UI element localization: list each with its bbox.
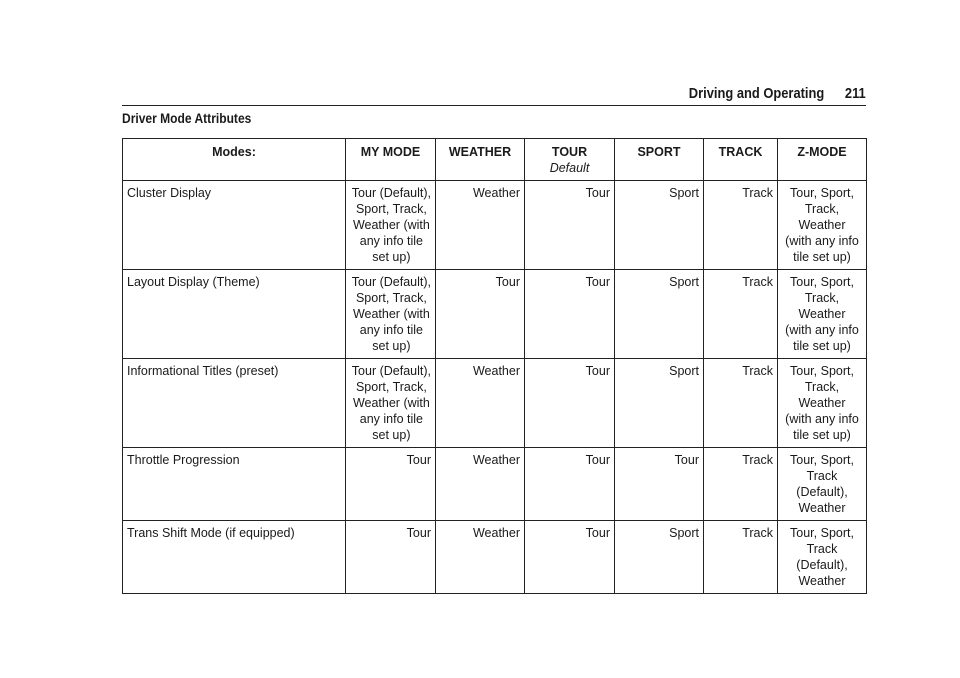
cell-z-mode: Tour, Sport, Track, Weather (with any info tile set up) xyxy=(778,270,867,359)
cell-weather: Weather xyxy=(436,521,525,594)
cell-weather: Weather xyxy=(436,448,525,521)
cell-sport: Sport xyxy=(615,270,704,359)
cell-z-mode: Tour, Sport, Track (Default), Weather xyxy=(778,448,867,521)
cell-track: Track xyxy=(704,181,778,270)
column-header-my-mode: MY MODE xyxy=(346,139,436,181)
page-header xyxy=(122,83,866,106)
table-row xyxy=(123,359,867,448)
cell-sport: Tour xyxy=(615,448,704,521)
row-label: Cluster Display xyxy=(123,181,346,270)
section-header-title: Driving and Operating xyxy=(689,85,825,102)
cell-z-mode: Tour, Sport, Track (Default), Weather xyxy=(778,521,867,594)
column-header-modes: Modes: xyxy=(123,139,346,181)
cell-track: Track xyxy=(704,270,778,359)
cell-tour: Tour xyxy=(525,181,615,270)
column-header-sport: SPORT xyxy=(615,139,704,181)
cell-track: Track xyxy=(704,448,778,521)
table-row xyxy=(123,521,867,594)
column-header-tour-sub: Default xyxy=(549,161,590,175)
cell-my-mode: Tour (Default), Sport, Track, Weather (with any info tile set up) xyxy=(346,270,436,359)
column-header-track: TRACK xyxy=(704,139,778,181)
table-title: Driver Mode Attributes xyxy=(122,110,252,126)
cell-tour: Tour xyxy=(525,359,615,448)
row-label: Layout Display (Theme) xyxy=(123,270,346,359)
table-body xyxy=(123,181,867,594)
cell-tour: Tour xyxy=(525,448,615,521)
row-label: Informational Titles (preset) xyxy=(123,359,346,448)
cell-weather: Weather xyxy=(436,181,525,270)
cell-tour: Tour xyxy=(525,270,615,359)
cell-track: Track xyxy=(704,359,778,448)
cell-weather: Tour xyxy=(436,270,525,359)
cell-my-mode: Tour (Default), Sport, Track, Weather (with any info tile set up) xyxy=(346,359,436,448)
header-title-line xyxy=(689,85,866,102)
cell-track: Track xyxy=(704,521,778,594)
cell-sport: Sport xyxy=(615,181,704,270)
row-label: Throttle Progression xyxy=(123,448,346,521)
cell-my-mode: Tour (Default), Sport, Track, Weather (with any info tile set up) xyxy=(346,181,436,270)
cell-sport: Sport xyxy=(615,521,704,594)
cell-my-mode: Tour xyxy=(346,448,436,521)
page-number: 211 xyxy=(845,85,866,102)
row-label: Trans Shift Mode (if equipped) xyxy=(123,521,346,594)
table-header-row xyxy=(123,139,867,181)
cell-tour: Tour xyxy=(525,521,615,594)
driver-mode-attributes-table xyxy=(122,138,867,594)
cell-sport: Sport xyxy=(615,359,704,448)
table-row xyxy=(123,270,867,359)
column-header-tour: TOUR Default xyxy=(525,139,615,181)
column-header-z-mode: Z-MODE xyxy=(778,139,867,181)
cell-my-mode: Tour xyxy=(346,521,436,594)
table-row xyxy=(123,181,867,270)
cell-weather: Weather xyxy=(436,359,525,448)
table-row xyxy=(123,448,867,521)
cell-z-mode: Tour, Sport, Track, Weather (with any info tile set up) xyxy=(778,181,867,270)
column-header-weather: WEATHER xyxy=(436,139,525,181)
cell-z-mode: Tour, Sport, Track, Weather (with any info tile set up) xyxy=(778,359,867,448)
